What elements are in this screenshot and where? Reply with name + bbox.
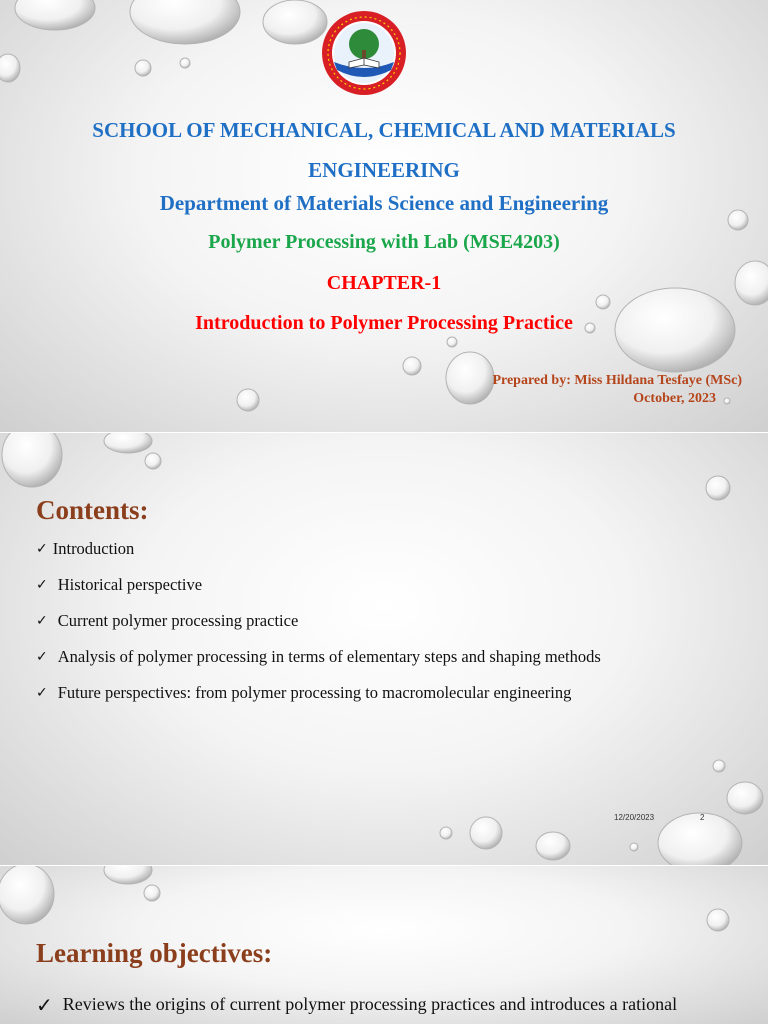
slide-number: 2 <box>700 813 705 822</box>
contents-heading: Contents: <box>36 495 149 525</box>
school-name-line-1: SCHOOL OF MECHANICAL, CHEMICAL AND MATERIALS <box>92 118 676 142</box>
check-icon: ✓ <box>36 685 48 701</box>
list-item: ✓ Future perspectives: from polymer processing to macromolecular engineering <box>36 680 601 716</box>
slide-date: 12/20/2023 <box>614 813 655 822</box>
objectives-heading: Learning objectives: <box>36 938 273 968</box>
chapter-label: CHAPTER-1 <box>326 272 442 294</box>
prepared-by-block <box>492 372 742 408</box>
check-icon: ✓ <box>36 613 48 629</box>
school-name-line-2: ENGINEERING <box>308 158 460 182</box>
title-slide <box>0 0 768 433</box>
department-name: Department of Materials Science and Engineering <box>159 191 609 215</box>
list-item: ✓ Introduction <box>36 536 601 572</box>
contents-list <box>36 536 601 716</box>
list-item: ✓ Analysis of polymer processing in terms of elementary steps and shaping methods <box>36 644 601 680</box>
course-title: Polymer Processing with Lab (MSE4203) <box>208 231 560 253</box>
check-icon: ✓ <box>36 577 48 593</box>
university-logo-icon <box>321 10 407 96</box>
list-item: ✓ Current polymer processing practice <box>36 608 601 644</box>
objective-text: Reviews the origins of current polymer processing practices and introduces a rational <box>62 994 678 1014</box>
school-name <box>0 110 768 190</box>
objective-item <box>36 994 677 1016</box>
objectives-slide <box>0 866 768 1024</box>
check-icon: ✓ <box>36 541 48 557</box>
check-icon: ✓ <box>36 993 53 1017</box>
contents-slide <box>0 433 768 866</box>
chapter-title: Introduction to Polymer Processing Practice <box>195 312 573 334</box>
prepared-by: Prepared by: Miss Hildana Tesfaye (MSc) <box>492 373 742 388</box>
check-icon: ✓ <box>36 649 48 665</box>
presentation-date: October, 2023 <box>633 391 716 406</box>
list-item: ✓ Historical perspective <box>36 572 601 608</box>
